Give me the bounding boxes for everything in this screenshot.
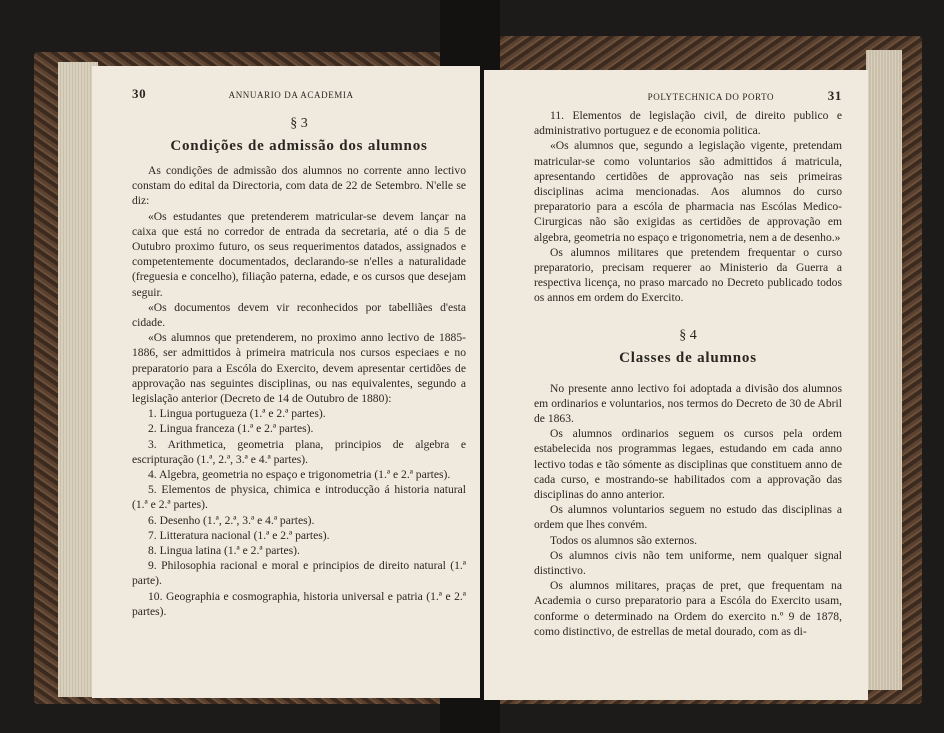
paragraph: Todos os alumnos são externos.: [550, 533, 697, 547]
list-item: 7. Litteratura nacional (1.ª e 2.ª partes).: [148, 528, 330, 542]
left-page: [92, 66, 480, 698]
list-item: 3. Arithmetica, geometria plana, principios de algebra e escripturação (1.ª, 2.ª, 3.ª e 4.ª partes).: [132, 437, 466, 466]
paragraph: Os alumnos ordinarios seguem os cursos pela ordem estabelecida nos programmas legaes, estudando em cada anno lectivo todas e tão sómente as disciplinas que constituem anno de cada curso, e mostrando-se habilitados com a approvação das disciplinas do anno anterior.: [534, 427, 842, 502]
left-section-mark: § 3: [290, 116, 308, 131]
paragraph: As condições de admissão dos alumnos no corrente anno lectivo constam do edital da Directoria, com data de 22 de Setembro. N'elle se diz:: [132, 164, 466, 208]
right-page-number: 31: [827, 88, 842, 103]
right-section-title: Classes de alumnos: [619, 349, 757, 366]
list-item: 2. Lingua franceza (1.ª e 2.ª partes).: [148, 422, 314, 436]
left-body-text: [132, 163, 466, 619]
list-item: 4. Algebra, geometria no espaço e trigonometria (1.ª e 2.ª partes).: [148, 468, 451, 482]
paragraph: Os alumnos militares que pretendem frequentar o curso preparatorio, precisam requerer ao Ministerio da Guerra a respectiva licença, no praso marcado no Decreto publicado todos os annos em ordem do Exercito.: [534, 245, 842, 305]
paragraph: «Os estudantes que pretenderem matricular-se devem lançar na caixa que está no corredor de entrada da secretaria, até o dia 5 de Outubro proximo futuro, os seus requerimentos datados, assignados e competentemente documentados, declarando-se n'elles a naturalidade (freguesia e concelho), filiação paterna, edade, e os cursos que desejam seguir.: [132, 209, 466, 299]
page-stack-right: [866, 50, 902, 690]
left-running-head: ANNUARIO DA ACADEMIA: [228, 90, 354, 100]
list-item: 8. Lingua latina (1.ª e 2.ª partes).: [148, 544, 300, 558]
paragraph: Os alumnos militares, praças de pret, que frequentam na Academia o curso preparatorio para a Escóla do Exercito usam, conforme o determinado na Ordem do exercito n.º 9 de 1878, como distinctivo, de estrellas de metal dourado, com as di-: [534, 579, 842, 638]
list-item: 6. Desenho (1.ª, 2.ª, 3.ª e 4.ª partes).: [148, 513, 315, 527]
paragraph: Os alumnos civis não tem uniforme, nem qualquer signal distinctivo.: [534, 548, 842, 578]
list-item: 9. Philosophia racional e moral e principios de direito natural (1.ª parte).: [132, 559, 466, 588]
list-item: 10. Geographia e cosmographia, historia universal e patria (1.ª e 2.ª partes).: [132, 589, 466, 618]
list-item: 1. Lingua portugueza (1.ª e 2.ª partes).: [148, 407, 326, 421]
right-section-mark: § 4: [679, 327, 697, 343]
left-page-number: 30: [132, 86, 147, 101]
paragraph: 11. Elementos de legislação civil, de direito publico e administrativo portuguez e de economia politica.: [534, 109, 842, 138]
paragraph: No presente anno lectivo foi adoptada a divisão dos alumnos em ordinarios e voluntarios, nos termos do Decreto de 30 de Abril de 1863.: [534, 381, 842, 426]
right-running-head: POLYTECHNICA DO PORTO: [647, 92, 775, 102]
right-body-text-bottom: [534, 381, 842, 639]
paragraph: «Os documentos devem vir reconhecidos por tabelliães d'esta cidade.: [132, 300, 466, 330]
right-page: [484, 70, 868, 700]
left-running-header: [132, 86, 466, 106]
paragraph: Os alumnos voluntarios seguem no estudo das disciplinas a ordem que lhes convém.: [534, 503, 842, 532]
right-body-text-top: [534, 108, 842, 306]
paragraph: «Os alumnos que, segundo a legislação vigente, pretendam matricular-se como voluntarios são admittidos á matricula, apresentando certidões de approvação nas seis primeiras disciplinas acima mencionadas. Aos alumnos do curso preparatorio para a escóla de pharmacia nas Escólas Medico-Cirurgicas não são exigidas as certidões de approvação em algebra, geometria no espaço e trigonometria, nem a de desenho.»: [534, 139, 842, 244]
left-section-title: Condições de admissão dos alumnos: [170, 138, 428, 154]
paragraph: «Os alumnos que pretenderem, no proximo anno lectivo de 1885-1886, ser admittidos à primeira matricula nos cursos especiaes e no preparatorio para a Escóla do Exercito, devem apresentar certidões de approvação nas seguintes disciplinas, ou nas equivalentes, segundo a legislação anterior (Decreto de 14 de Outubro de 1880):: [132, 331, 466, 406]
right-running-header: [534, 88, 842, 108]
list-item: 5. Elementos de physica, chimica e introducção á historia natural (1.ª e 2.ª partes).: [132, 483, 466, 512]
